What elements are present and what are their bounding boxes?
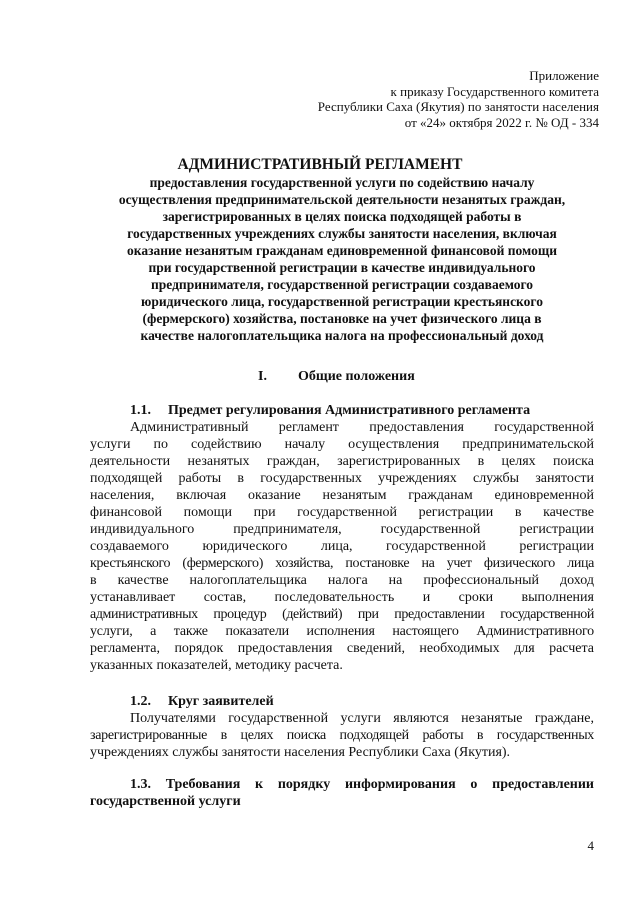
paragraph-line: услуги по содействию началу осуществления предпринимательской [90,437,594,452]
paragraph-line: крестьянского (фермерского) хозяйства, постановке на учет физического лица [90,556,594,571]
subsection-title: Круг заявителей [168,694,274,709]
appendix-line: от «24» октября 2022 г. № ОД - 334 [404,114,599,130]
paragraph-1-2 [90,710,594,761]
paragraph-line: подходящей работы в государственных учреждениях службы занятости [90,471,594,486]
paragraph-line: учреждениях службы занятости населения Республики Саха (Якутия). [90,745,511,760]
paragraph-line: в качестве налогоплательщика налога на профессиональный доход [90,573,594,588]
subsection-heading-1-2 [130,693,274,710]
paragraph-1-1 [90,419,594,674]
paragraph-line: услуги, а также показатели исполнения настоящего Административного [90,624,594,639]
paragraph-line: финансовой помощи при государственной регистрации в качестве [90,505,594,520]
subsection-heading-1-3 [90,776,594,810]
paragraph-line: административных процедур (действий) при предоставлении государственной [90,607,594,622]
subsection-heading-1-1 [130,402,530,419]
subtitle-line: зарегистрированных в целях поиска подходящей работы в [162,209,522,224]
subsection-number: 1.2. [130,694,151,709]
paragraph-line: деятельности незанятых граждан, зарегистрированных в целях поиска [90,454,594,469]
subsection-number: 1.1. [130,403,151,418]
paragraph-line: регламента, порядок предоставления сведений, необходимых для расчета [90,641,594,656]
document-subtitle [90,174,594,344]
section-number: I. [258,369,267,384]
subtitle-line: осуществления предпринимательской деятельности незанятых граждан, [118,192,566,207]
appendix-line: Республики Саха (Якутия) по занятости населения [317,99,599,114]
subsection-title: Предмет регулирования Административного регламента [168,403,531,418]
paragraph-line: указанных показателей, методику расчета. [90,658,343,673]
paragraph-line: устанавливает состав, последовательность и сроки выполнения [90,590,594,605]
section-title: Общие положения [298,369,415,384]
heading-line: государственной услуги [90,794,241,809]
subtitle-line: качестве налогоплательщика налога на профессиональный доход [140,328,544,343]
paragraph-line: создаваемого юридического лица, государственной регистрации [90,539,594,554]
subtitle-line: оказание незанятым гражданам единовременной финансовой помощи [127,243,557,258]
subtitle-line: предпринимателя, государственной регистрации создаваемого [150,277,534,292]
subtitle-line: предоставления государственной услуги по содействию началу [149,175,535,190]
paragraph-line: населения, включая оказание незанятым гражданам единовременной [90,488,594,503]
subtitle-line: при государственной регистрации в качестве индивидуального [148,260,536,275]
paragraph-line: Получателями государственной услуги являются незанятые граждане, [130,711,594,726]
paragraph-line: индивидуального предпринимателя, государственной регистрации [90,522,594,537]
document-title: АДМИНИСТРАТИВНЫЙ РЕГЛАМЕНТ [177,156,463,173]
appendix-header [318,68,599,130]
page-number: 4 [587,838,594,853]
section-heading [258,368,415,385]
paragraph-line: зарегистрированные в целях поиска подходящей работы в государственных [90,728,594,743]
subtitle-line: государственных учреждениях службы занятости населения, включая [127,226,557,241]
appendix-line: к приказу Государственного комитета [390,83,599,99]
heading-line: 1.3. Требования к порядку информирования о предоставлении [130,777,594,792]
subtitle-line: юридического лица, государственной регистрации крестьянского [141,294,543,309]
subtitle-line: (фермерского) хозяйства, постановке на учет физического лица в [142,311,542,326]
paragraph-line: Административный регламент предоставления государственной [130,420,594,435]
appendix-line: Приложение [529,68,599,83]
